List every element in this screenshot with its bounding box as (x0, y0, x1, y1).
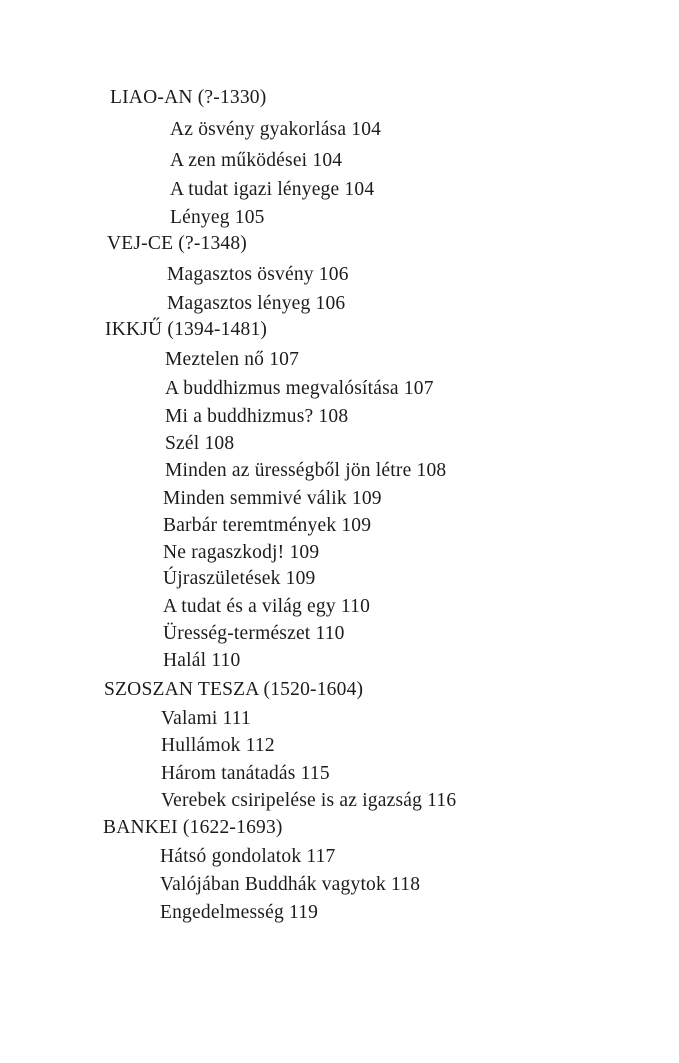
toc-entry: Magasztos ösvény 106 (167, 264, 349, 285)
toc-entry: Minden semmivé válik 109 (163, 488, 382, 509)
toc-entry: Ne ragaszkodj! 109 (163, 542, 320, 563)
toc-entry: Szél 108 (165, 433, 235, 454)
toc-author-bankei: BANKEI (1622-1693) (103, 817, 283, 838)
toc-entry: Üresség-természet 110 (163, 623, 345, 644)
toc-entry: A buddhizmus megvalósítása 107 (165, 378, 434, 399)
toc-entry: Az ösvény gyakorlása 104 (170, 119, 382, 140)
toc-author-vej-ce: VEJ-CE (?-1348) (107, 233, 248, 254)
toc-entry: Meztelen nő 107 (165, 349, 300, 370)
toc-author-ikkju: IKKJŰ (1394-1481) (105, 319, 268, 340)
toc-entry: Engedelmesség 119 (160, 902, 319, 923)
toc-entry: Három tanátadás 115 (161, 763, 330, 784)
toc-entry: A zen működései 104 (170, 150, 343, 171)
toc-entry: Hullámok 112 (161, 735, 275, 756)
toc-entry: Valami 111 (161, 708, 251, 729)
toc-entry: Magasztos lényeg 106 (167, 293, 346, 314)
toc-entry: Hátsó gondolatok 117 (160, 846, 336, 867)
toc-author-szoszan-tesza: SZOSZAN TESZA (1520-1604) (104, 679, 364, 700)
toc-entry: Mi a buddhizmus? 108 (165, 406, 349, 427)
toc-entry: A tudat és a világ egy 110 (163, 596, 371, 617)
toc-entry: Minden az ürességből jön létre 108 (165, 460, 447, 481)
toc-entry: Barbár teremtmények 109 (163, 515, 372, 536)
toc-author-liao-an: LIAO-AN (?-1330) (110, 87, 267, 108)
toc-entry: Újraszületések 109 (163, 568, 316, 589)
toc-entry: A tudat igazi lényege 104 (170, 179, 375, 200)
toc-entry: Lényeg 105 (170, 207, 265, 228)
toc-entry: Verebek csiripelése is az igazság 116 (161, 790, 457, 811)
toc-entry: Valójában Buddhák vagytok 118 (160, 874, 421, 895)
toc-entry: Halál 110 (163, 650, 241, 671)
